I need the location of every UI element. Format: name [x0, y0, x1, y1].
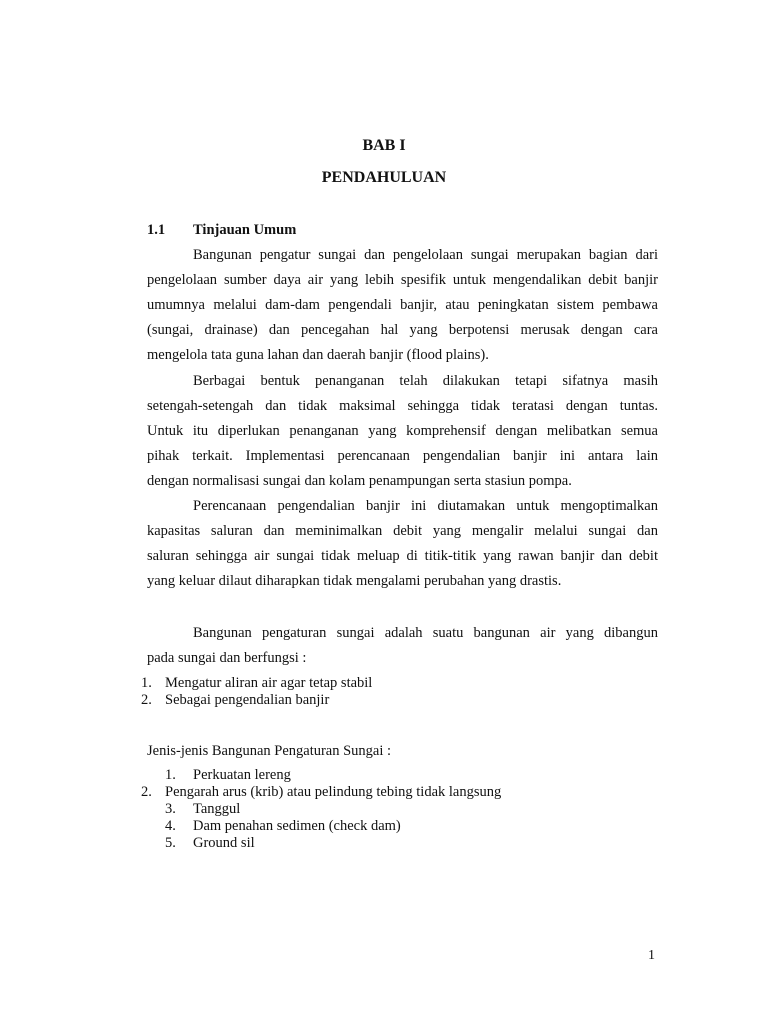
- chapter-number: BAB I: [362, 137, 406, 154]
- paragraph-line: yang keluar dilaut diharapkan tidak mengalami perubahan yang drastis.: [147, 573, 562, 589]
- list-item-number: 1.: [141, 675, 152, 691]
- list-item-number: 1.: [165, 767, 176, 783]
- list-item-text: Sebagai pengendalian banjir: [165, 692, 330, 708]
- paragraph-line: mengelola tata guna lahan dan daerah banjir (flood plains).: [147, 347, 489, 363]
- list-item: [141, 692, 372, 709]
- list-item-text: Tanggul: [193, 801, 241, 817]
- paragraph-line: kapasitas saluran dan meminimalkan debit yang mengalir melalui sungai dan: [147, 523, 658, 539]
- list-item: [141, 767, 501, 784]
- fungsi-list: [141, 675, 372, 709]
- list-item-text: Dam penahan sedimen (check dam): [193, 818, 401, 834]
- paragraph-3: [147, 494, 658, 594]
- list-item-text: Mengatur aliran air agar tetap stabil: [165, 675, 373, 691]
- list-item-text: Pengarah arus (krib) atau pelindung tebing tidak langsung: [165, 784, 502, 800]
- paragraph-2: [147, 369, 658, 494]
- paragraph-line: setengah-setengah dan tidak maksimal sehingga tidak teratasi dengan tuntas.: [147, 398, 658, 414]
- list-item: [141, 818, 501, 835]
- section-number: 1.1: [147, 222, 166, 238]
- list-item: [141, 675, 372, 692]
- list-item-text: Perkuatan lereng: [193, 767, 291, 783]
- paragraph-line: Perencanaan pengendalian banjir ini diutamakan untuk mengoptimalkan: [193, 498, 658, 514]
- paragraph-line: umumnya melalui dam-dam pengendali banjir, atau peningkatan sistem pembawa: [147, 297, 658, 313]
- paragraph-line: pihak terkait. Implementasi perencanaan pengendalian banjir ini antara lain: [147, 448, 658, 464]
- page-number: 1: [648, 948, 655, 963]
- list-item: [141, 835, 501, 852]
- paragraph-4: [147, 621, 658, 671]
- list-item-number: 2.: [141, 692, 152, 708]
- paragraph-1: [147, 243, 658, 368]
- paragraph-line: (sungai, drainase) dan pencegahan hal yang berpotensi merusak dengan cara: [147, 322, 658, 338]
- list-item-number: 2.: [141, 784, 152, 800]
- section-title: Tinjauan Umum: [193, 222, 297, 238]
- list-item: [141, 801, 501, 818]
- list-item-number: 3.: [165, 801, 176, 817]
- paragraph-line: saluran sehingga air sungai tidak meluap di titik-titik yang rawan banjir dan debit: [147, 548, 658, 564]
- paragraph-line: pada sungai dan berfungsi :: [147, 650, 307, 666]
- list-item: [141, 784, 501, 801]
- jenis-list: [141, 767, 501, 852]
- paragraph-line: dengan normalisasi sungai dan kolam penampungan serta stasiun pompa.: [147, 473, 572, 489]
- list-item-number: 5.: [165, 835, 176, 851]
- list-item-number: 4.: [165, 818, 176, 834]
- paragraph-line: Bangunan pengaturan sungai adalah suatu bangunan air yang dibangun: [193, 625, 658, 641]
- jenis-heading: Jenis-jenis Bangunan Pengaturan Sungai :: [147, 743, 392, 759]
- list-item-text: Ground sil: [193, 835, 255, 851]
- section-heading: [147, 222, 296, 239]
- paragraph-line: Bangunan pengatur sungai dan pengelolaan sungai merupakan bagian dari: [193, 247, 658, 263]
- paragraph-line: Untuk itu diperlukan penanganan yang komprehensif dengan melibatkan semua: [147, 423, 658, 439]
- paragraph-line: pengelolaan sumber daya air yang lebih spesifik untuk mengendalikan debit banjir: [147, 272, 658, 288]
- chapter-title: PENDAHULUAN: [321, 169, 447, 186]
- paragraph-line: Berbagai bentuk penanganan telah dilakukan tetapi sifatnya masih: [193, 373, 658, 389]
